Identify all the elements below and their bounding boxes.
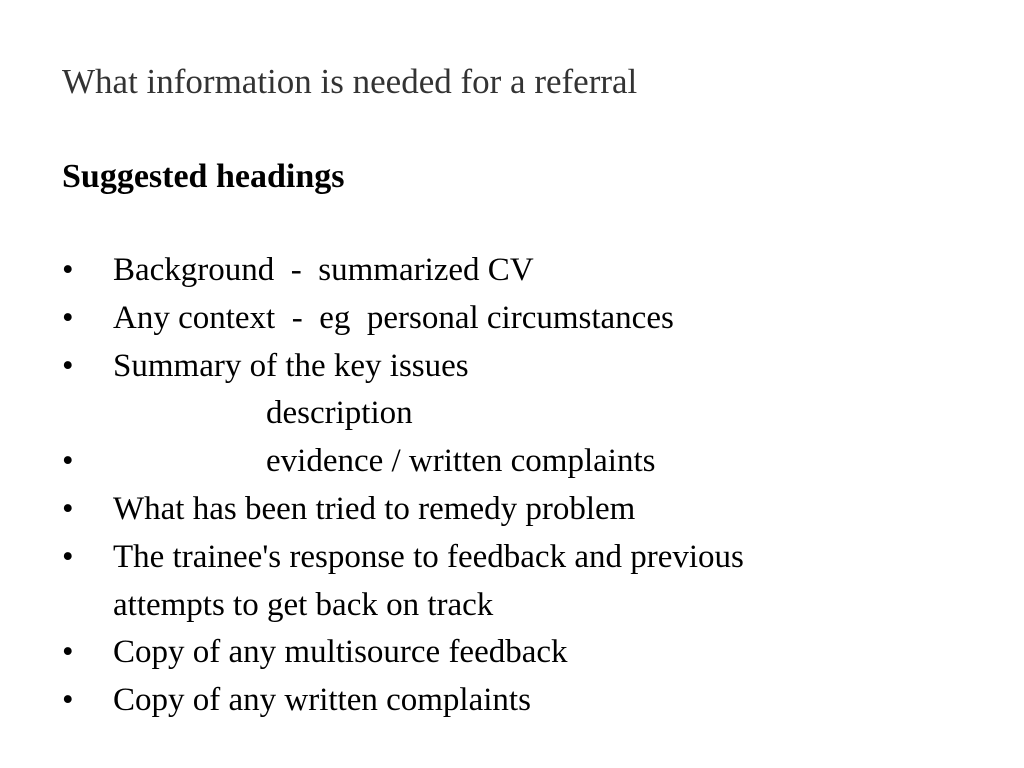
list-item-text: Summary of the key issues: [113, 347, 469, 384]
bullet-icon: •: [62, 538, 74, 575]
list-item-text: What has been tried to remedy problem: [113, 490, 636, 527]
list-item: [62, 534, 1002, 582]
list-item-text: Any context - eg personal circumstances: [113, 299, 674, 336]
slide-title: What information is needed for a referral: [62, 62, 638, 101]
bullet-icon: •: [62, 634, 74, 671]
list-item: [62, 438, 1002, 486]
list-item: [62, 677, 1002, 725]
list-item-text: Copy of any written complaints: [113, 682, 531, 719]
bullet-icon: •: [62, 299, 74, 336]
list-item-text: evidence / written complaints: [266, 443, 656, 480]
list-item: [62, 390, 1002, 438]
list-item: [62, 629, 1002, 677]
bullet-icon: •: [62, 443, 74, 480]
bullet-icon: •: [62, 347, 74, 384]
list-item: [62, 582, 1002, 630]
list-item-text: description: [266, 395, 413, 432]
list-item: [62, 486, 1002, 534]
bullet-icon: •: [62, 490, 74, 527]
list-item-text: attempts to get back on track: [113, 586, 494, 623]
list-item-text: The trainee's response to feedback and previous: [113, 538, 744, 575]
list-item: [62, 343, 1002, 391]
bullet-list: [62, 247, 1002, 725]
list-item: [62, 295, 1002, 343]
section-heading: Suggested headings: [62, 158, 345, 195]
list-item-text: Background - summarized CV: [113, 252, 534, 288]
bullet-icon: •: [62, 252, 74, 288]
list-item: [62, 247, 1002, 295]
bullet-icon: •: [62, 682, 74, 719]
list-item-text: Copy of any multisource feedback: [113, 634, 568, 671]
